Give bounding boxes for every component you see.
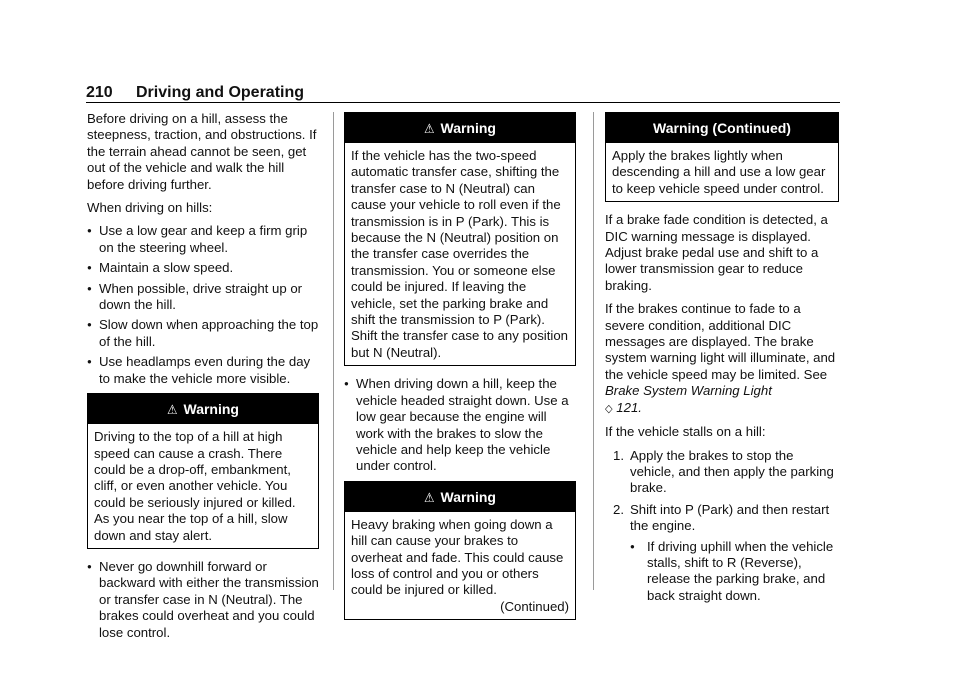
warning-title: Warning xyxy=(440,120,496,136)
warning-header xyxy=(345,113,575,143)
column-divider xyxy=(333,112,334,590)
step-number: 1. xyxy=(613,447,624,463)
warning-title: Warning xyxy=(440,488,496,505)
column-middle xyxy=(344,111,576,630)
paragraph: When driving on hills: xyxy=(87,200,213,216)
section-title: Driving and Operating xyxy=(136,84,305,101)
warning-header xyxy=(345,482,575,512)
page-number: 210 xyxy=(86,84,113,101)
list-item: ● Use headlamps even during the day to make the vehicle more visible. xyxy=(87,354,319,387)
warning-body xyxy=(345,512,575,619)
page-header xyxy=(86,84,840,104)
warning-header: Warning (Continued) xyxy=(606,113,838,143)
warning-text: Heavy braking when going down a hill can cause your brakes to overheat and fade. This could cause loss of control and you or others could be injured or killed. xyxy=(351,516,564,598)
list-item: ● Maintain a slow speed. xyxy=(87,260,319,276)
list-item xyxy=(613,448,839,497)
bullet-list xyxy=(344,376,576,474)
list-item: ● Never go downhill forward or backward with either the transmission or transfer case in N (Neutral). The brakes could overheat and you could lose control. xyxy=(87,559,319,641)
warning-title: Warning xyxy=(183,401,239,418)
paragraph-text: If the brakes continue to fade to a severe condition, additional DIC messages are displayed. The brake system warning light will illuminate, and the vehicle speed may be limited. See xyxy=(605,301,836,382)
numbered-list xyxy=(605,448,839,605)
warning-box xyxy=(605,112,839,202)
list-item: ● Slow down when approaching the top of the hill. xyxy=(87,317,319,350)
bullet-list xyxy=(630,539,839,605)
step-text: Shift into P (Park) and then restart the engine. xyxy=(630,501,830,534)
page-reference[interactable]: 121. xyxy=(616,399,642,415)
page-reference-icon: ◇ xyxy=(605,402,613,415)
warning-text: Driving to the top of a hill at high speed can cause a crash. There could be a drop-off, embankment, cliff, or even another vehicle. You could be seriously injured or killed. As you near the top of a hill, slow down and stay alert. xyxy=(94,429,296,543)
warning-box xyxy=(87,393,319,549)
column-divider xyxy=(593,112,594,590)
bullet-list xyxy=(87,223,319,387)
paragraph: Before driving on a hill, assess the steepness, traction, and obstructions. If the terrain ahead cannot be seen, get out of the vehicle and walk the hill before driving further. xyxy=(87,111,317,192)
continued-label: (Continued) xyxy=(500,598,569,614)
cross-reference-link[interactable]: Brake System Warning Light xyxy=(605,383,772,399)
paragraph xyxy=(605,301,839,417)
step-number: 2. xyxy=(613,501,624,517)
column-right xyxy=(605,111,839,610)
warning-icon: ⚠ xyxy=(167,402,178,418)
list-item xyxy=(613,502,839,604)
list-item: ● When driving down a hill, keep the vehicle headed straight down. Use a low gear because the engine will work with the brakes to slow the vehicle and help keep the vehicle under control. xyxy=(344,376,576,474)
paragraph: If a brake fade condition is detected, a DIC warning message is displayed. Adjust brake pedal use and shift to a lower transmission gear to reduce braking. xyxy=(605,212,828,293)
list-item: ● If driving uphill when the vehicle stalls, shift to R (Reverse), release the parking brake, and back straight down. xyxy=(630,539,839,605)
warning-box xyxy=(344,112,576,366)
warning-box xyxy=(344,481,576,620)
column-left xyxy=(87,111,319,647)
bullet-list xyxy=(87,559,319,641)
warning-header xyxy=(88,394,318,424)
header-rule xyxy=(86,102,840,103)
warning-text: Apply the brakes lightly when descending a hill and use a low gear to keep vehicle speed under control. xyxy=(612,148,826,196)
warning-icon: ⚠ xyxy=(424,121,435,136)
paragraph: If the vehicle stalls on a hill: xyxy=(605,424,766,440)
list-item: ● When possible, drive straight up or down the hill. xyxy=(87,281,319,314)
warning-icon: ⚠ xyxy=(424,489,435,505)
list-item: ● Use a low gear and keep a firm grip on the steering wheel. xyxy=(87,223,319,256)
warning-text: If the vehicle has the two-speed automatic transfer case, shifting the transfer case to N (Neutral) can cause your vehicle to roll even if the transmission is in P (Park). This is because the N (Neutral) position on the transfer case overrides the transmission. You or someone else could be injured. If leaving the vehicle, set the parking brake and shift the transmission to P (Park). Shift the transfer case to any position but N (Neutral). xyxy=(351,148,568,360)
step-text: Apply the brakes to stop the vehicle, and then apply the parking brake. xyxy=(630,447,834,496)
